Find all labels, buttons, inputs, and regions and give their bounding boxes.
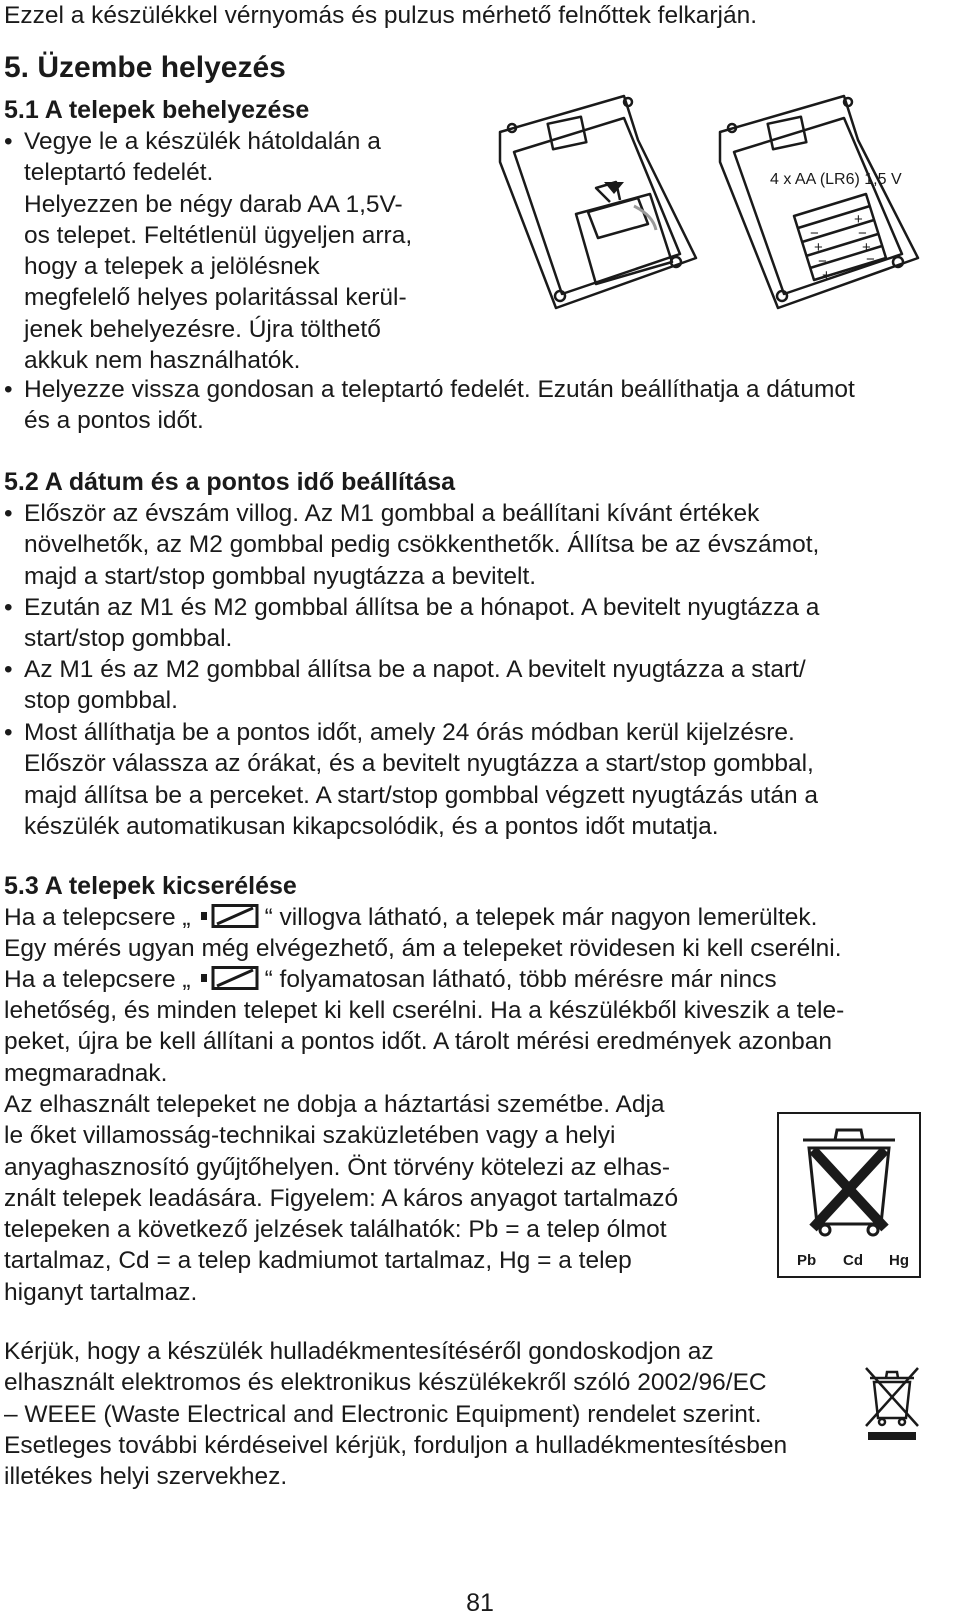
battery-insertion-figure	[488, 90, 928, 330]
battery-low-icon	[201, 904, 259, 928]
svg-text:−: −	[866, 251, 875, 268]
device-back-batteries-inserted	[720, 96, 918, 308]
svg-text:+: +	[854, 211, 863, 228]
cd-label: Cd	[843, 1252, 863, 1269]
device-back-open-cover	[500, 96, 696, 308]
battery-spec-label: 4 x AA (LR6) 1,5 V	[770, 171, 902, 188]
svg-text:+: +	[822, 267, 831, 284]
crossed-bin-icon	[779, 1114, 919, 1246]
s52-bullet-3: • Az M1 és az M2 gombbal állítsa be a napot. A bevitelt nyugtázza a start/ stop gombbal.	[4, 654, 806, 717]
hg-label: Hg	[889, 1252, 909, 1269]
s53-line-2: Egy mérés ugyan még elvégezhető, ám a telepeket rövidesen ki kell cserélni.	[4, 935, 842, 962]
section-5-title: 5. Üzembe helyezés	[4, 51, 286, 84]
svg-text:−: −	[818, 253, 827, 270]
s53-line-3: Ha a telepcsere „ “ folyamatosan látható, több mérésre már nincs	[4, 966, 777, 993]
section-5-1-title: 5.1 A telepek behelyezése	[4, 96, 310, 124]
arrow-down-icon	[604, 182, 624, 194]
weee-text: Kérjük, hogy a készülék hulladékmentesítéséről gondoskodjon az elhasznált elektromos és elektronikus készülékekről szóló 2002/96/EC – WEEE (Waste Electrical and Electronic Equipment) rendelet szerint. Esetleges további kérdéseivel kérjük, forduljon a hulladékmentesítésben illetékes helyi szervekhez.	[4, 1338, 788, 1491]
battery-low-icon	[201, 966, 259, 990]
battery-disposal-text: Az elhasznált telepeket ne dobja a háztartási szemétbe. Adja le őket villamosság-technikai szaküzletében vagy a helyi anyaghasznosító gyűjtőhelyen. Önt törvény kötelezi az elhas- znált telepek leadására. Figyelem: A káros anyagot tartalmazó telepeken a következő jelzések találhatók: Pb = a telep ólmot tartalmaz, Cd = a telep kadmiumot tartalmaz, Hg = a telep higanyt tartalmaz.	[4, 1091, 679, 1306]
s52-bullet-4: • Most állíthatja be a pontos időt, amely 24 órás módban kerül kijelzésre. Először válassza az órákat, és a bevitelt nyugtázza a start/stop gombbal, majd állítsa be a perceket. A start/stop gombbal végzett nyugtázás után a készülék automatikusan kikapcsolódik, és a pontos időt mutatja.	[4, 717, 818, 842]
intro-text: Ezzel a készülékkel vérnyomás és pulzus mérhető felnőttek felkarján.	[4, 2, 758, 29]
weee-bin-icon	[862, 1364, 922, 1442]
s52-bullet-2: • Ezután az M1 és M2 gombbal állítsa be a hónapot. A bevitelt nyugtázza a start/stop gombbal.	[4, 592, 819, 655]
s51-bullet-1: • Vegye le a készülék hátoldalán a teleptartó fedelét. Helyezzen be négy darab AA 1,5V- os telepet. Feltétlenül ügyeljen arra, hogy a telepek a jelölésnek megfelelő helyes polaritással kerül- jenek behelyezésre. Újra tölthető akkuk nem használhatók.	[4, 126, 412, 376]
section-5-3-title: 5.3 A telepek kicserélése	[4, 872, 297, 900]
svg-text:−: −	[810, 225, 819, 242]
section-5-2-title: 5.2 A dátum és a pontos idő beállítása	[4, 468, 456, 496]
pb-label: Pb	[797, 1252, 817, 1269]
page-number: 81	[466, 1589, 494, 1617]
s53-line-1: Ha a telepcsere „ “ villogva látható, a telepek már nagyon lemerültek.	[4, 904, 818, 931]
s51-bullet-2: • Helyezze vissza gondosan a teleptartó fedelét. Ezután beállíthatja a dátumot és a pontos időt.	[4, 374, 855, 437]
svg-text:+: +	[814, 239, 823, 256]
svg-text:+: +	[862, 239, 871, 256]
battery-bin-symbol	[777, 1112, 921, 1278]
s53-paragraph: lehetőség, és minden telepet ki kell cserélni. Ha a készülékből kiveszik a tele- peket, újra be kell állítani a pontos időt. A tárolt mérési eredmények azonban megmaradnak.	[4, 997, 845, 1087]
svg-text:−: −	[858, 225, 867, 242]
s52-bullet-1: • Először az évszám villog. Az M1 gombbal a beállítani kívánt értékek növelhetők, az M2 gombbal pedig csökkenthetők. Állítsa be az évszámot, majd a start/stop gombbal nyugtázza a bevitelt.	[4, 498, 819, 592]
